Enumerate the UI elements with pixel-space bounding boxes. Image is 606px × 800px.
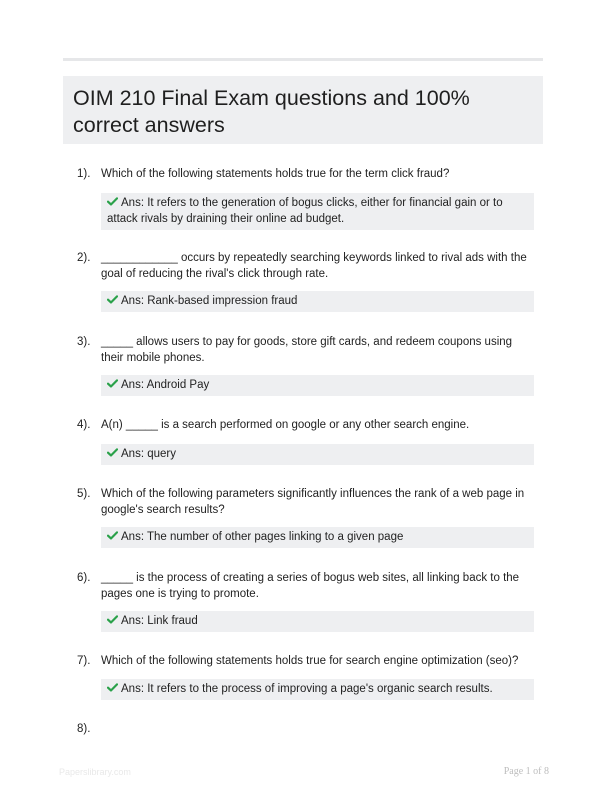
title-banner [63, 76, 543, 144]
answer-text: Ans: It refers to the process of improving a page's organic search results. [121, 683, 493, 695]
checkmark-icon [107, 295, 118, 304]
question-number: 6). [77, 572, 91, 584]
question-number: 5). [77, 488, 91, 500]
answer-text: Ans: Rank-based impression fraud [121, 295, 298, 307]
question-text: _____ allows users to pay for goods, store gift cards, and redeem coupons using their mobile phones. [101, 336, 513, 364]
top-divider [63, 58, 543, 61]
answer-text: Ans: The number of other pages linking to a given page [121, 531, 404, 543]
answer-box [101, 375, 534, 396]
answer-box [101, 527, 534, 548]
checkmark-icon [107, 531, 118, 540]
answer-box [101, 193, 534, 230]
question-number: 7). [77, 655, 91, 667]
answer-box [101, 444, 534, 465]
checkmark-icon [107, 448, 118, 457]
checkmark-icon [107, 683, 118, 692]
question-number: 4). [77, 419, 91, 431]
checkmark-icon [107, 615, 118, 624]
question-number: 2). [77, 252, 91, 264]
answer-box [101, 611, 534, 632]
question-number: 1). [77, 168, 91, 180]
page-indicator: Page 1 of 8 [503, 766, 549, 777]
question-text: Which of the following parameters significantly influences the rank of a web page in google's search results? [101, 488, 525, 516]
checkmark-icon [107, 379, 118, 388]
checkmark-icon [107, 197, 118, 206]
answer-box [101, 679, 534, 700]
question-number: 8). [77, 723, 91, 735]
answer-text: Ans: It refers to the generation of bogus clicks, either for financial gain or to attack rivals by draining their online ad budget. [107, 197, 503, 225]
question-text: ____________ occurs by repeatedly searching keywords linked to rival ads with the goal of reducing the rival's click through rate. [101, 252, 527, 280]
answer-text: Ans: Link fraud [121, 615, 198, 627]
answer-text: Ans: query [121, 448, 176, 460]
question-text: Which of the following statements holds true for search engine optimization (seo)? [101, 655, 519, 667]
footer-site: Paperslibrary.com [59, 767, 131, 777]
question-text: _____ is the process of creating a series of bogus web sites, all linking back to the pages one is trying to promote. [101, 572, 520, 600]
answer-text: Ans: Android Pay [121, 379, 210, 391]
question-text: A(n) _____ is a search performed on google or any other search engine. [101, 419, 470, 431]
answer-box [101, 291, 534, 312]
question-number: 3). [77, 336, 91, 348]
question-text: Which of the following statements holds true for the term click fraud? [101, 168, 450, 180]
page-title: OIM 210 Final Exam questions and 100% correct answers [73, 86, 470, 137]
